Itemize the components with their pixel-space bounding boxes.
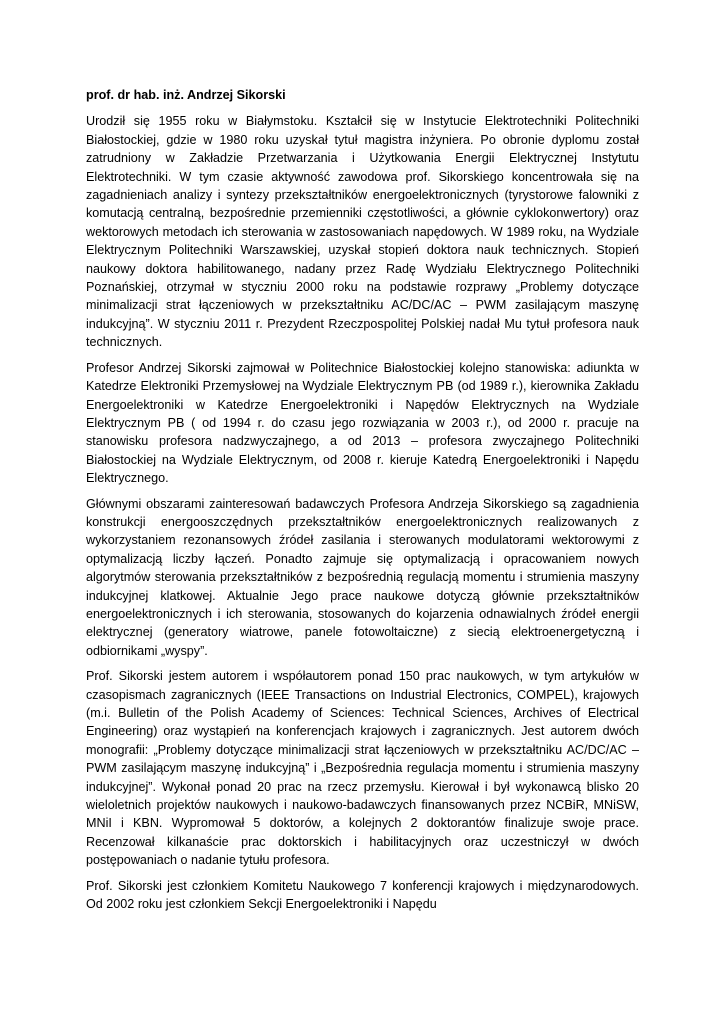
paragraph-positions: Profesor Andrzej Sikorski zajmował w Politechnice Białostockiej kolejno stanowiska: adiunkta w Katedrze Elektroniki Przemysłowej na Wydziale Elektrycznym PB (od 1989 r.), kierownika Zakładu Energoelektroniki w Katedrze Energoelektroniki i Napędów Elektrycznych na Wydziale Elektrycznym PB ( od 1994 r. do czasu jego rozwiązania w 2003 r.), od 2000 r. pracuje na stanowisku profesora nadzwyczajnego, a od 2013 – profesora zwyczajnego Politechniki Białostockiej na Wydziale Elektrycznym, od 2008 r. kieruje Katedrą Energoelektroniki i Napędu Elektrycznego. <box>86 360 639 486</box>
document-page <box>86 86 639 920</box>
paragraph-research: Głównymi obszarami zainteresowań badawczych Profesora Andrzeja Sikorskiego są zagadnienia konstrukcji energooszczędnych przekształtników energoelektronicznych realizowanych z wykorzystaniem rezonansowych źródeł zasilania i sterowanych modulatorami wektorowymi z optymalizacją liczby łączeń. Ponadto zajmuje się optymalizacją i opracowaniem nowych algorytmów sterowania przekształtników z bezpośrednią regulacją momentu i strumienia maszyny indukcyjnej klatkowej. Aktualnie Jego prace naukowe dotyczą głównie przekształtników energoelektronicznych i ich sterowania, stosowanych do kojarzenia odnawialnych źródeł energii elektrycznej (generatory wiatrowe, panele fotowoltaiczne) z siecią elektroenergetyczną i odbiornikami „wyspy”. <box>86 496 639 658</box>
paragraph-memberships: Prof. Sikorski jest członkiem Komitetu Naukowego 7 konferencji krajowych i międzynarodowych. Od 2002 roku jest członkiem Sekcji Energoelektroniki i Napędu <box>86 878 639 912</box>
paragraph-biography: Urodził się 1955 roku w Białymstoku. Kształcił się w Instytucie Elektrotechniki Politechniki Białostockiej, gdzie w 1980 roku uzyskał tytuł magistra inżyniera. Po obronie dyplomu został zatrudniony w Zakładzie Przetwarzania i Użytkowania Energii Elektrycznej Instytutu Elektrotechniki. W tym czasie aktywność zawodowa prof. Sikorskiego koncentrowała się na zagadnieniach analizy i syntezy przekształtników energoelektronicznych (tyrystorowe falowniki z komutacją centralną, bezpośrednie przemienniki częstotliwości, a głównie cyklokonwertory) oraz wektorowych metodach ich sterowania w zastosowaniach napędowych. W 1989 roku, na Wydziale Elektrycznym Politechniki Warszawskiej, uzyskał stopień doktora nauk technicznych. Stopień naukowy doktora habilitowanego, nadany przez Radę Wydziału Elektrycznego Politechniki Poznańskiej, otrzymał w styczniu 2000 roku na podstawie rozprawy „Problemy dotyczące minimalizacji strat łączeniowych w przekształtniku AC/DC/AC – PWM zasilającym maszynę indukcyjną”. W styczniu 2011 r. Prezydent Rzeczpospolitej Polskiej nadał Mu tytuł profesora nauk technicznych. <box>86 114 639 350</box>
paragraph-publications: Prof. Sikorski jestem autorem i współautorem ponad 150 prac naukowych, w tym artykułów w czasopismach zagranicznych (IEEE Transactions on Industrial Electronics, COMPEL), krajowych (m.i. Bulletin of the Polish Academy of Sciences: Technical Sciences, Archives of Electrical Engineering) oraz wystąpień na konferencjach krajowych i zagranicznych. Jest autorem dwóch monografii: „Problemy dotyczące minimalizacji strat łączeniowych w przekształtniku AC/DC/AC – PWM zasilającym maszynę indukcyjną” i „Bezpośrednia regulacja momentu i strumienia maszyny indukcyjnej”. Wykonał ponad 20 prac na rzecz przemysłu. Kierował i był wykonawcą blisko 20 wieloletnich projektów naukowych i naukowo-badawczych finansowanych przez NCBiR, MNiSW, MNiI i KBN. Wypromował 5 doktorów, a kolejnych 2 doktorantów finalizuje swoje prace. Recenzował kilkanaście prac doktorskich i habilitacyjnych oraz uczestniczył w dwóch postępowaniach o nadanie tytułu profesora. <box>86 669 639 868</box>
document-title: prof. dr hab. inż. Andrzej Sikorski <box>86 88 286 102</box>
